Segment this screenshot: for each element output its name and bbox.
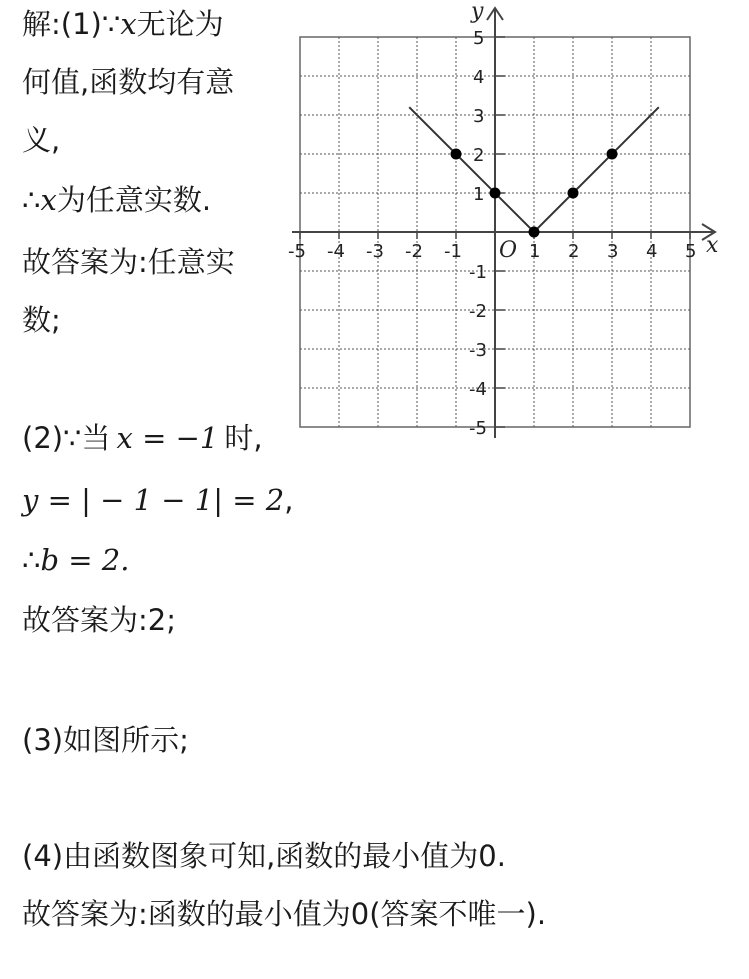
y-tick-label: 4 [473,67,485,88]
axes [292,0,719,438]
comma: , [284,483,294,517]
because-symbol: ∵ [101,7,121,41]
part1-line3: 义, [22,123,61,157]
math-equation: y = | − 1 − 1| = 2 [22,483,285,517]
y-tick-label: 1 [473,184,485,205]
part2-label: (2) [22,421,64,455]
tick-labels [288,28,696,439]
part2-text: 时, [224,421,263,455]
part2-line4: 故答案为:2; [22,603,176,637]
y-axis-label: y [471,0,484,24]
x-tick-label: -2 [405,241,423,262]
data-point [490,188,501,199]
part3-line1: (3)如图所示; [22,723,189,757]
x-tick-label: -1 [444,241,462,262]
part2-line3 [22,540,129,580]
part4-line1: (4)由函数图象可知,函数的最小值为0. [22,839,506,873]
math-x: x [40,183,57,217]
x-tick-label: 1 [529,241,541,262]
part2-line1 [22,418,263,458]
y-tick-label: -3 [469,340,487,361]
data-point [568,188,579,199]
part4-line2: 故答案为:函数的最小值为0(答案不唯一). [22,897,547,931]
part2-line2 [22,480,293,520]
x-tick-label: 4 [646,241,658,262]
part1-line1 [22,4,224,44]
function-graph [288,0,728,440]
origin-label: O [499,238,518,263]
y-tick-label: -2 [469,301,487,322]
part1-line6: 数; [22,303,61,337]
x-tick-label: 2 [568,241,580,262]
math-equation: b = 2. [40,543,130,577]
y-tick-label: -5 [469,418,487,439]
x-axis-label: x [706,233,719,258]
part2-text: ∵当 [63,421,111,455]
x-tick-label: -5 [288,241,306,262]
therefore-symbol: ∴ [22,543,41,577]
part1-text: 为任意实数. [56,183,212,217]
x-tick-label: 3 [607,241,619,262]
math-x: x [120,7,137,41]
part1-label: 解:(1) [22,7,102,41]
x-tick-label: -3 [366,241,384,262]
part1-line5: 故答案为:任意实 [22,245,235,279]
part1-line2: 何值,函数均有意 [22,65,235,99]
part1-line4 [22,180,211,220]
x-tick-label: -4 [327,241,345,262]
y-tick-label: -1 [469,262,487,283]
x-tick-label: 5 [685,241,697,262]
part1-text: 无论为 [136,7,224,41]
y-tick-label: 3 [473,106,485,127]
y-tick-label: 5 [473,28,485,49]
data-point [529,227,540,238]
y-tick-label: -4 [469,379,487,400]
therefore-symbol: ∴ [22,183,41,217]
math-equation: x = −1 [116,421,219,455]
data-point [451,149,462,160]
data-point [607,149,618,160]
y-tick-label: 2 [473,145,485,166]
